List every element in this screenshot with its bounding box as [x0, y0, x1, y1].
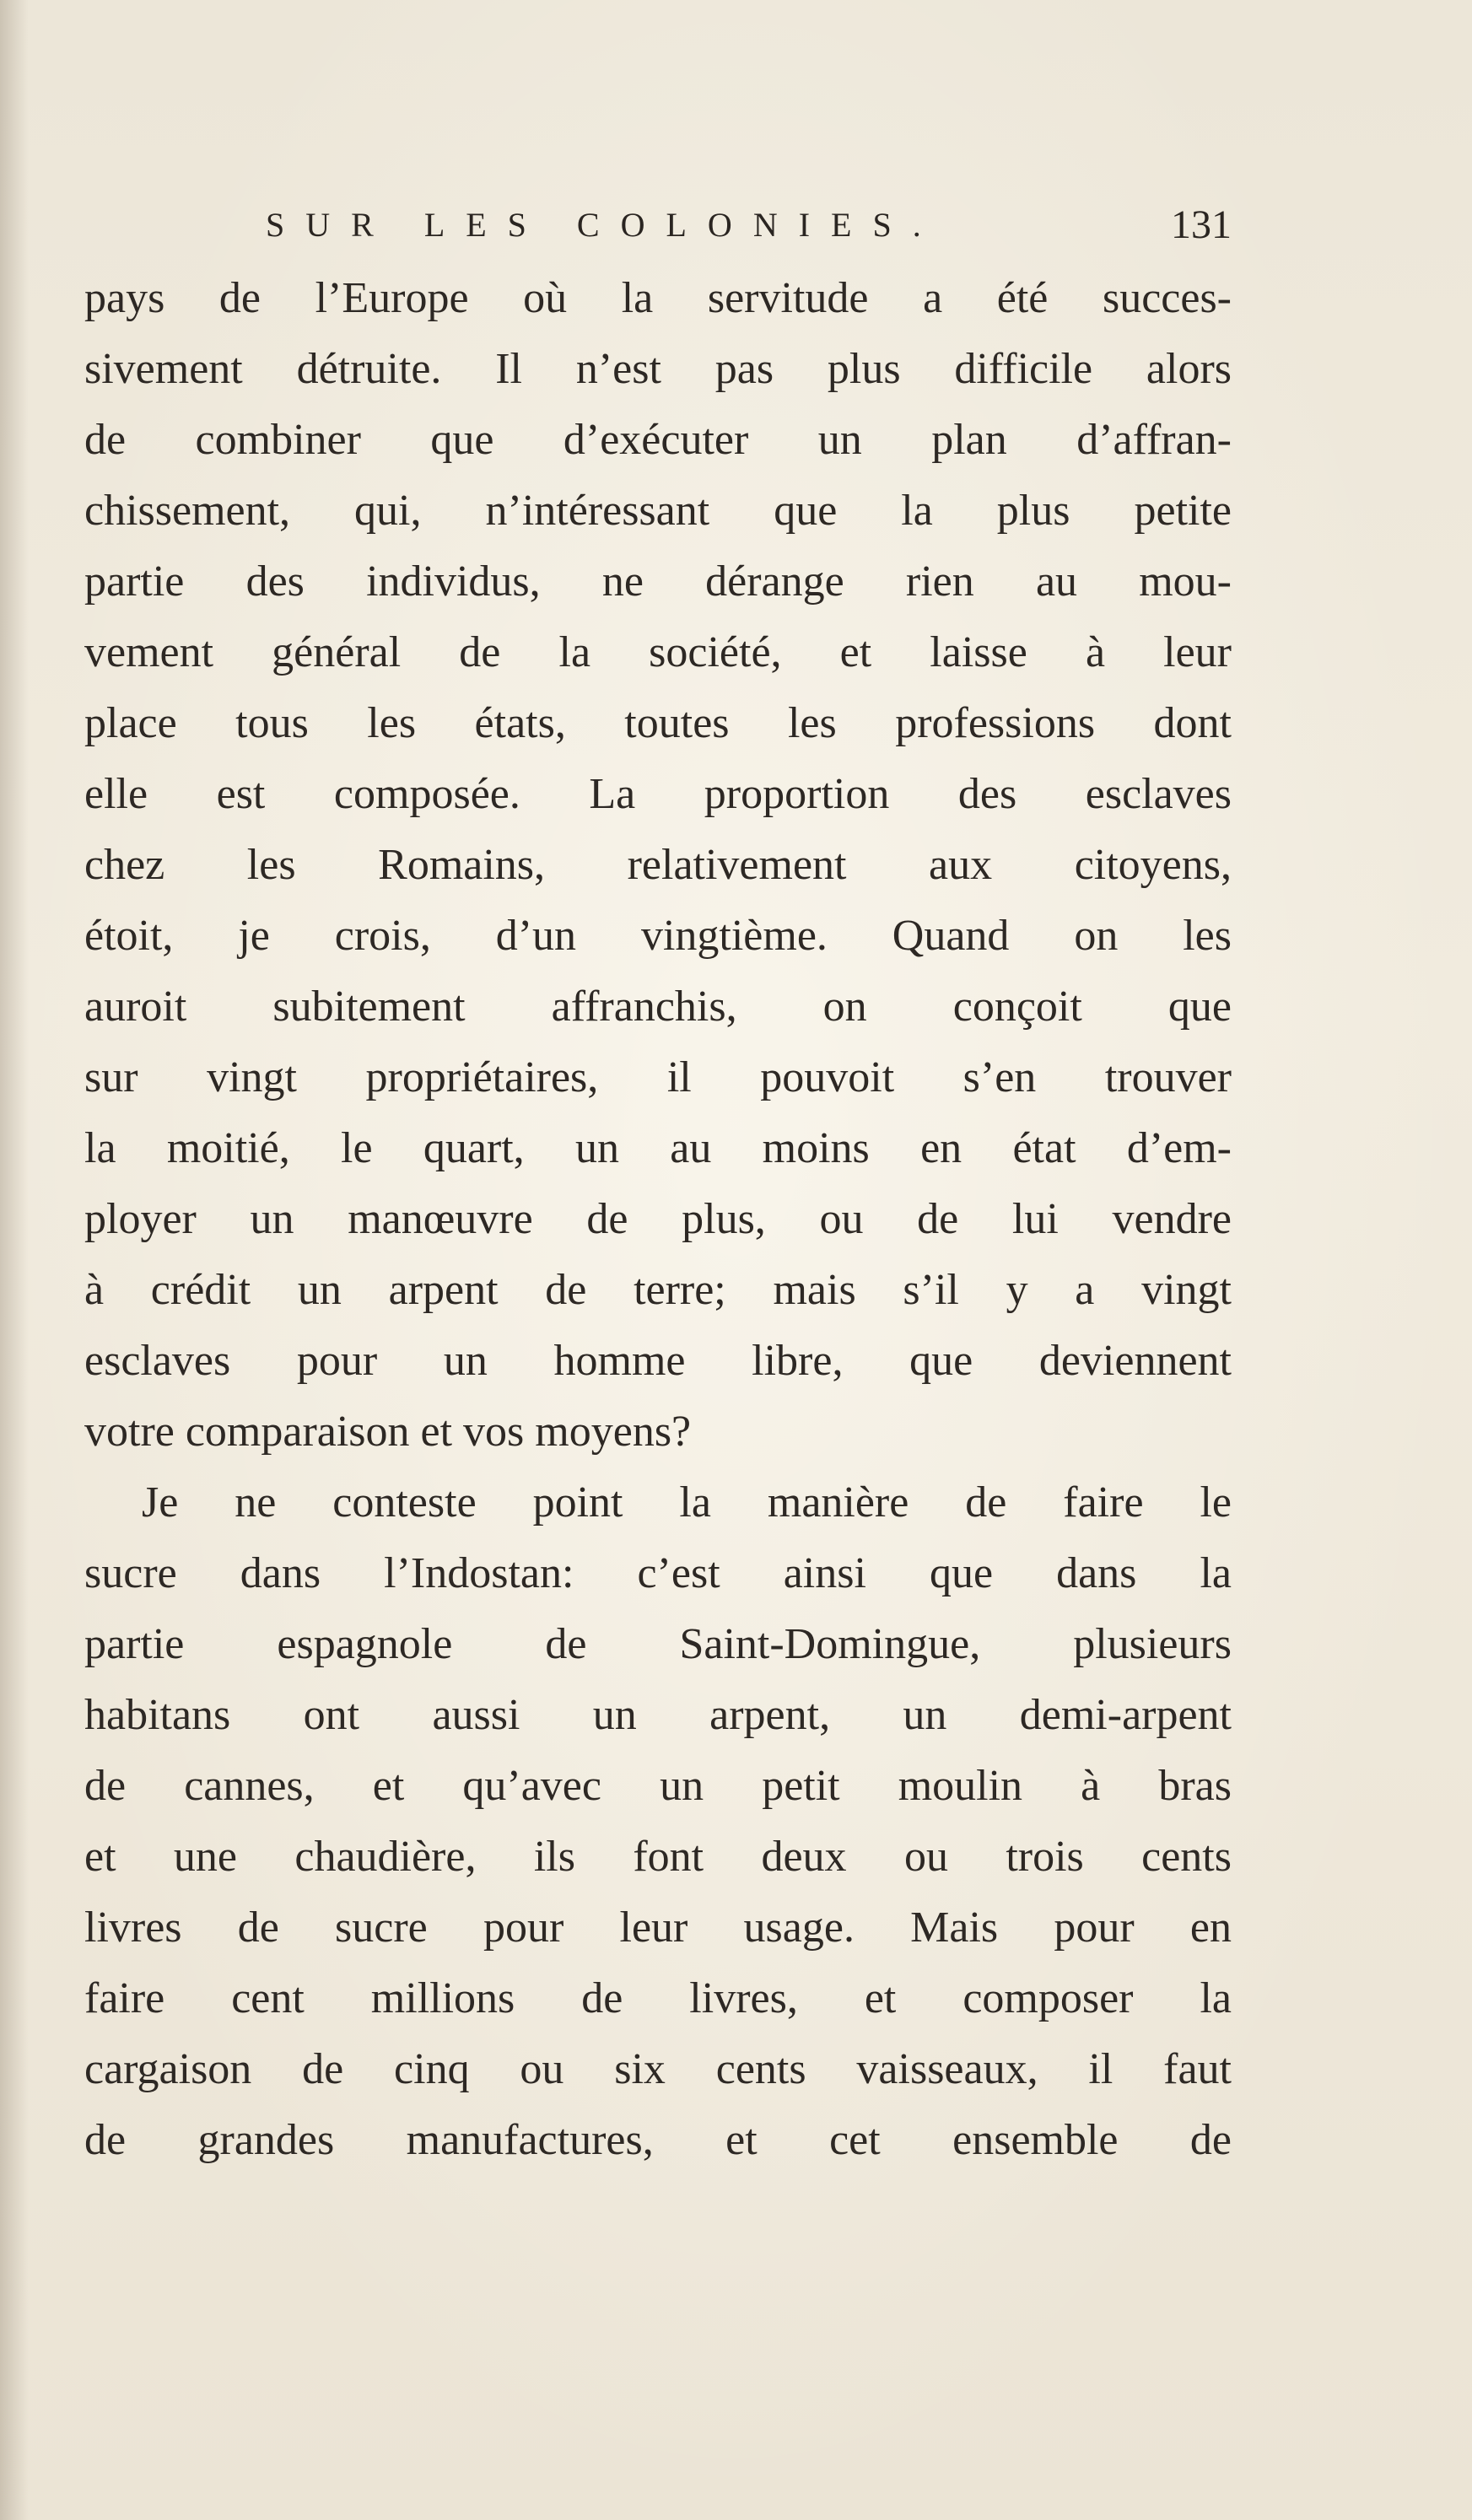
text-line: et une chaudière, ils font deux ou trois cents: [84, 1833, 1232, 1881]
text-line: partie espagnole de Saint-Domingue, plusieurs: [84, 1620, 1232, 1668]
text-line: sur vingt propriétaires, il pouvoit s’en trouver: [84, 1053, 1232, 1101]
text-line: cargaison de cinq ou six cents vaisseaux, il faut: [84, 2045, 1232, 2093]
text-line: livres de sucre pour leur usage. Mais pour en: [84, 1903, 1232, 1952]
text-line: à crédit un arpent de terre; mais s’il y a vingt: [84, 1266, 1232, 1314]
text-line: auroit subitement affranchis, on conçoit que: [84, 983, 1232, 1031]
text-line: faire cent millions de livres, et composer la: [84, 1974, 1232, 2022]
text-line: elle est composée. La proportion des esclaves: [84, 770, 1232, 818]
text-line: chez les Romains, relativement aux citoyens,: [84, 841, 1232, 889]
text-line: vement général de la société, et laisse à leur: [84, 628, 1232, 676]
page-gutter-shadow: [0, 0, 29, 2520]
text-line: habitans ont aussi un arpent, un demi-arpent: [84, 1691, 1232, 1739]
running-head: [266, 196, 1232, 255]
text-line: étoit, je crois, d’un vingtième. Quand on les: [84, 912, 1232, 960]
paragraph-end-line: votre comparaison et vos moyens?: [84, 1408, 692, 1456]
text-line: ployer un manœuvre de plus, ou de lui vendre: [84, 1195, 1232, 1243]
running-head-title: SUR LES COLONIES.: [266, 206, 942, 244]
text-line: place tous les états, toutes les professions dont: [84, 699, 1232, 747]
body-text: [84, 263, 1232, 2176]
text-line: sucre dans l’Indostan: c’est ainsi que dans la: [84, 1549, 1232, 1597]
text-line: la moitié, le quart, un au moins en état d’em-: [84, 1124, 1232, 1172]
text-line: de combiner que d’exécuter un plan d’affran-: [84, 416, 1232, 464]
text-line: chissement, qui, n’intéressant que la plus petite: [84, 487, 1232, 535]
text-line: de grandes manufactures, et cet ensemble de: [84, 2116, 1232, 2164]
text-line: sivement détruite. Il n’est pas plus difficile alors: [84, 345, 1232, 393]
page-number: 131: [1171, 202, 1232, 247]
text-line: de cannes, et qu’avec un petit moulin à bras: [84, 1762, 1232, 1810]
text-line: pays de l’Europe où la servitude a été succes-: [84, 274, 1232, 322]
text-line: partie des individus, ne dérange rien au mou-: [84, 557, 1232, 606]
text-line: esclaves pour un homme libre, que deviennent: [84, 1337, 1232, 1385]
paragraph-start-line: Je ne conteste point la manière de faire le: [142, 1478, 1232, 1527]
